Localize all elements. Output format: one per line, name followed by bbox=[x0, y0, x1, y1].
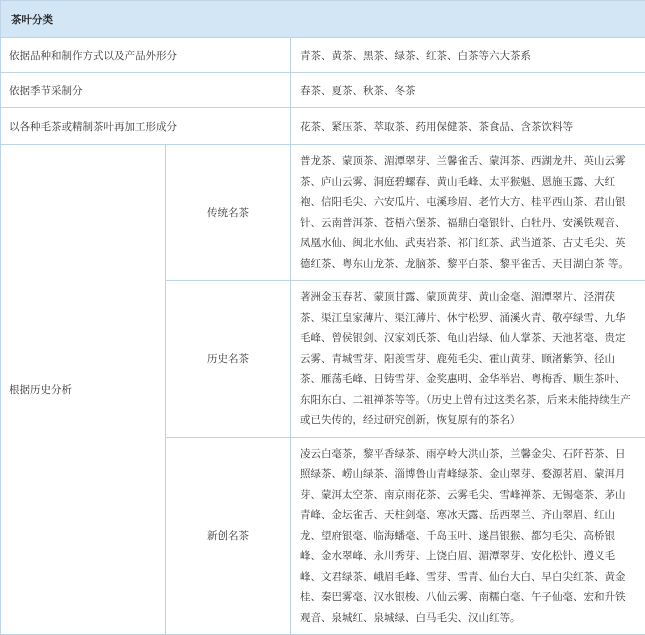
subcategory-label: 新创名茶 bbox=[166, 437, 291, 635]
row-label: 依据品种和制作方式以及产品外形分 bbox=[1, 38, 291, 73]
table-row bbox=[1, 108, 645, 145]
subcategory-label: 传统名茶 bbox=[166, 145, 291, 281]
row-label: 以各种毛茶或精制茶叶再加工形成分 bbox=[1, 108, 291, 145]
history-label: 根据历史分析 bbox=[1, 145, 166, 635]
table-header-row bbox=[1, 1, 645, 38]
tea-list: 普龙茶、蒙顶茶、湄潭翠芽、兰馨雀舌、蒙洱茶、西湖龙井、英山云雾茶、庐山云雾、洞庭碧螺春、黄山毛峰、太平猴魁、恩施玉露、大红袍、信阳毛尖、六安瓜片、屯溪珍眉、老竹大方、桂平西山茶、君山银针、云南普洱茶、苍梧六堡茶、福鼎白毫银针、白牡丹、安溪铁观音、凤凰水仙、闽北水仙、武夷岩茶、祁门红茶、武当道茶、古丈毛尖、英德红茶、粤东山龙茶、龙脑茶、黎平白茶、黎平雀舌、天目湖白茶 等。 bbox=[291, 145, 645, 281]
row-value: 花茶、紧压茶、萃取茶、药用保健茶、茶食品、含茶饮料等 bbox=[291, 108, 645, 145]
table-header: 茶叶分类 bbox=[1, 1, 645, 38]
row-label: 依据季节采制分 bbox=[1, 73, 291, 108]
tea-list: 著洲金玉春茗、蒙顶甘露、蒙顶黄芽、黄山金毫、湄潭翠片、泾渭茯茶、渠江皇家薄片、渠江薄片、休宁松罗、涌溪火青、敬亭绿雪、九华毛峰、曾侯银剑、汉家刘氏茶、龟山岩绿、仙人掌茶、天池茗毫、贵定云雾、青城雪芽、阳羡雪芽、鹿苑毛尖、霍山黄芽、顾渚紫笋、径山茶、雁荡毛峰、日铸雪芽、金奖惠明、金华举岩、粤梅香、顺生茶叶、东阳东白、二祖禅茶等等。（历史上曾有过这类名茶，后来未能持续生产或已失传的，经过研究创新，恢复原有的茶名） bbox=[291, 281, 645, 438]
table-row bbox=[1, 145, 645, 281]
tea-list: 凌云白毫茶，黎平香绿茶、雨亭岭大洪山茶，兰馨金尖、石阡苔茶、日照绿茶、崂山绿茶、淄博鲁山青峰绿茶、金山翠芽、婺源茗眉、蒙洱月芽、蒙洱太空茶、南京雨花茶、云雾毛尖、雪峰禅茶、无锡毫茶、茅山青峰、金坛雀舌、天柱剑毫、寒冰天露、岳西翠兰、齐山翠眉、红山龙、望府银毫、临海蟠毫、千岛玉叶、遂昌银猴、都匀毛尖、高桥银峰、金水翠峰、永川秀芽、上饶白眉、湄潭翠芽、安化松针、遵义毛峰、文君绿茶、峨眉毛峰、雪芽、雪青、仙台大白、早白尖红茶、黄金桂、秦巴雾毫、汉水银梭、八仙云雾、南糯白毫、午子仙毫、宏和升铁观音、泉城红、泉城绿、白马毛尖、汉山红等。 bbox=[291, 437, 645, 635]
row-value: 青茶、黄茶、黑茶、绿茶、红茶、白茶等六大茶系 bbox=[291, 38, 645, 73]
row-value: 春茶、夏茶、秋茶、冬茶 bbox=[291, 73, 645, 108]
subcategory-label: 历史名茶 bbox=[166, 281, 291, 438]
table-row bbox=[1, 73, 645, 108]
table-row bbox=[1, 38, 645, 73]
